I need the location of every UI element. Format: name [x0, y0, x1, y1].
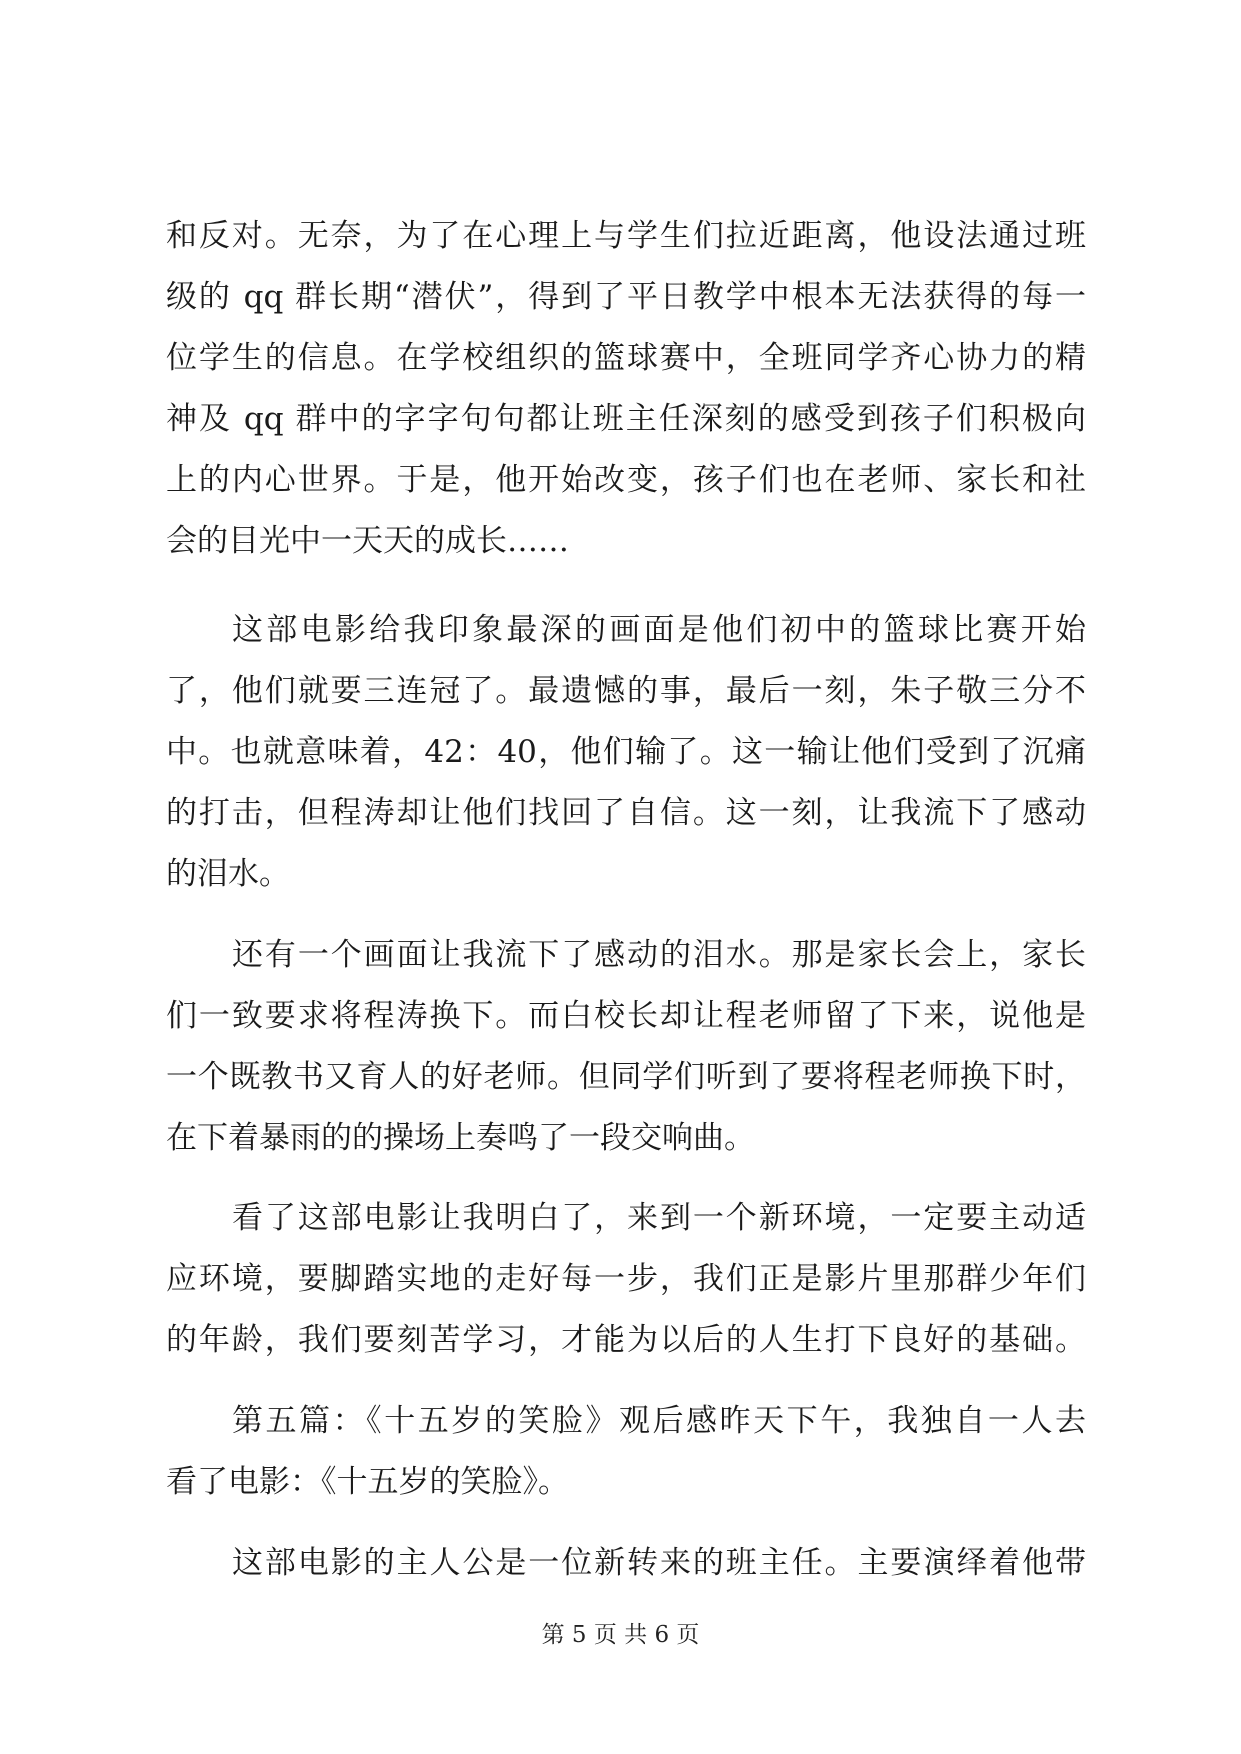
text-line: 一个既教书又育人的好老师。但同学们听到了要将程老师换下时， [166, 1059, 1086, 1095]
text-line: 的年龄，我们要刻苦学习，才能为以后的人生打下良好的基础。 [166, 1322, 1086, 1358]
text-line: 的泪水。 [166, 856, 290, 892]
text-line: 了，他们就要三连冠了。最遗憾的事，最后一刻，朱子敬三分不 [166, 673, 1086, 709]
text-line: 中。也就意味着，42：40，他们输了。这一输让他们受到了沉痛 [166, 734, 1086, 770]
text-line: 和反对。无奈，为了在心理上与学生们拉近距离，他设法通过班 [166, 218, 1086, 254]
text-line: 在下着暴雨的的操场上奏鸣了一段交响曲。 [166, 1120, 755, 1156]
paragraph-first-line: 看了这部电影让我明白了，来到一个新环境，一定要主动适 [232, 1200, 1086, 1236]
text-line: 位学生的信息。在学校组织的篮球赛中，全班同学齐心协力的精 [166, 340, 1086, 376]
paragraph-first-line: 第五篇：《十五岁的笑脸》观后感昨天下午，我独自一人去 [232, 1403, 1086, 1439]
page-number: 第 5 页 共 6 页 [541, 1622, 700, 1648]
text-line: 的打击，但程涛却让他们找回了自信。这一刻，让我流下了感动 [166, 795, 1086, 831]
paragraph-first-line: 还有一个画面让我流下了感动的泪水。那是家长会上，家长 [232, 937, 1086, 973]
text-line: 应环境，要脚踏实地的走好每一步，我们正是影片里那群少年们 [166, 1261, 1086, 1297]
text-line: 神及 qq 群中的字字句句都让班主任深刻的感受到孩子们积极向 [166, 401, 1086, 437]
text-line: 会的目光中一天天的成长…… [166, 523, 569, 559]
paragraph-first-line: 这部电影给我印象最深的画面是他们初中的篮球比赛开始 [232, 612, 1086, 648]
paragraph-first-line: 这部电影的主人公是一位新转来的班主任。主要演绎着他带 [232, 1545, 1086, 1581]
text-line: 级的 qq 群长期“潜伏”，得到了平日教学中根本无法获得的每一 [166, 279, 1086, 315]
text-line: 们一致要求将程涛换下。而白校长却让程老师留了下来，说他是 [166, 998, 1086, 1034]
text-line: 上的内心世界。于是，他开始改变，孩子们也在老师、家长和社 [166, 462, 1086, 498]
text-line: 看了电影：《十五岁的笑脸》。 [166, 1464, 569, 1500]
